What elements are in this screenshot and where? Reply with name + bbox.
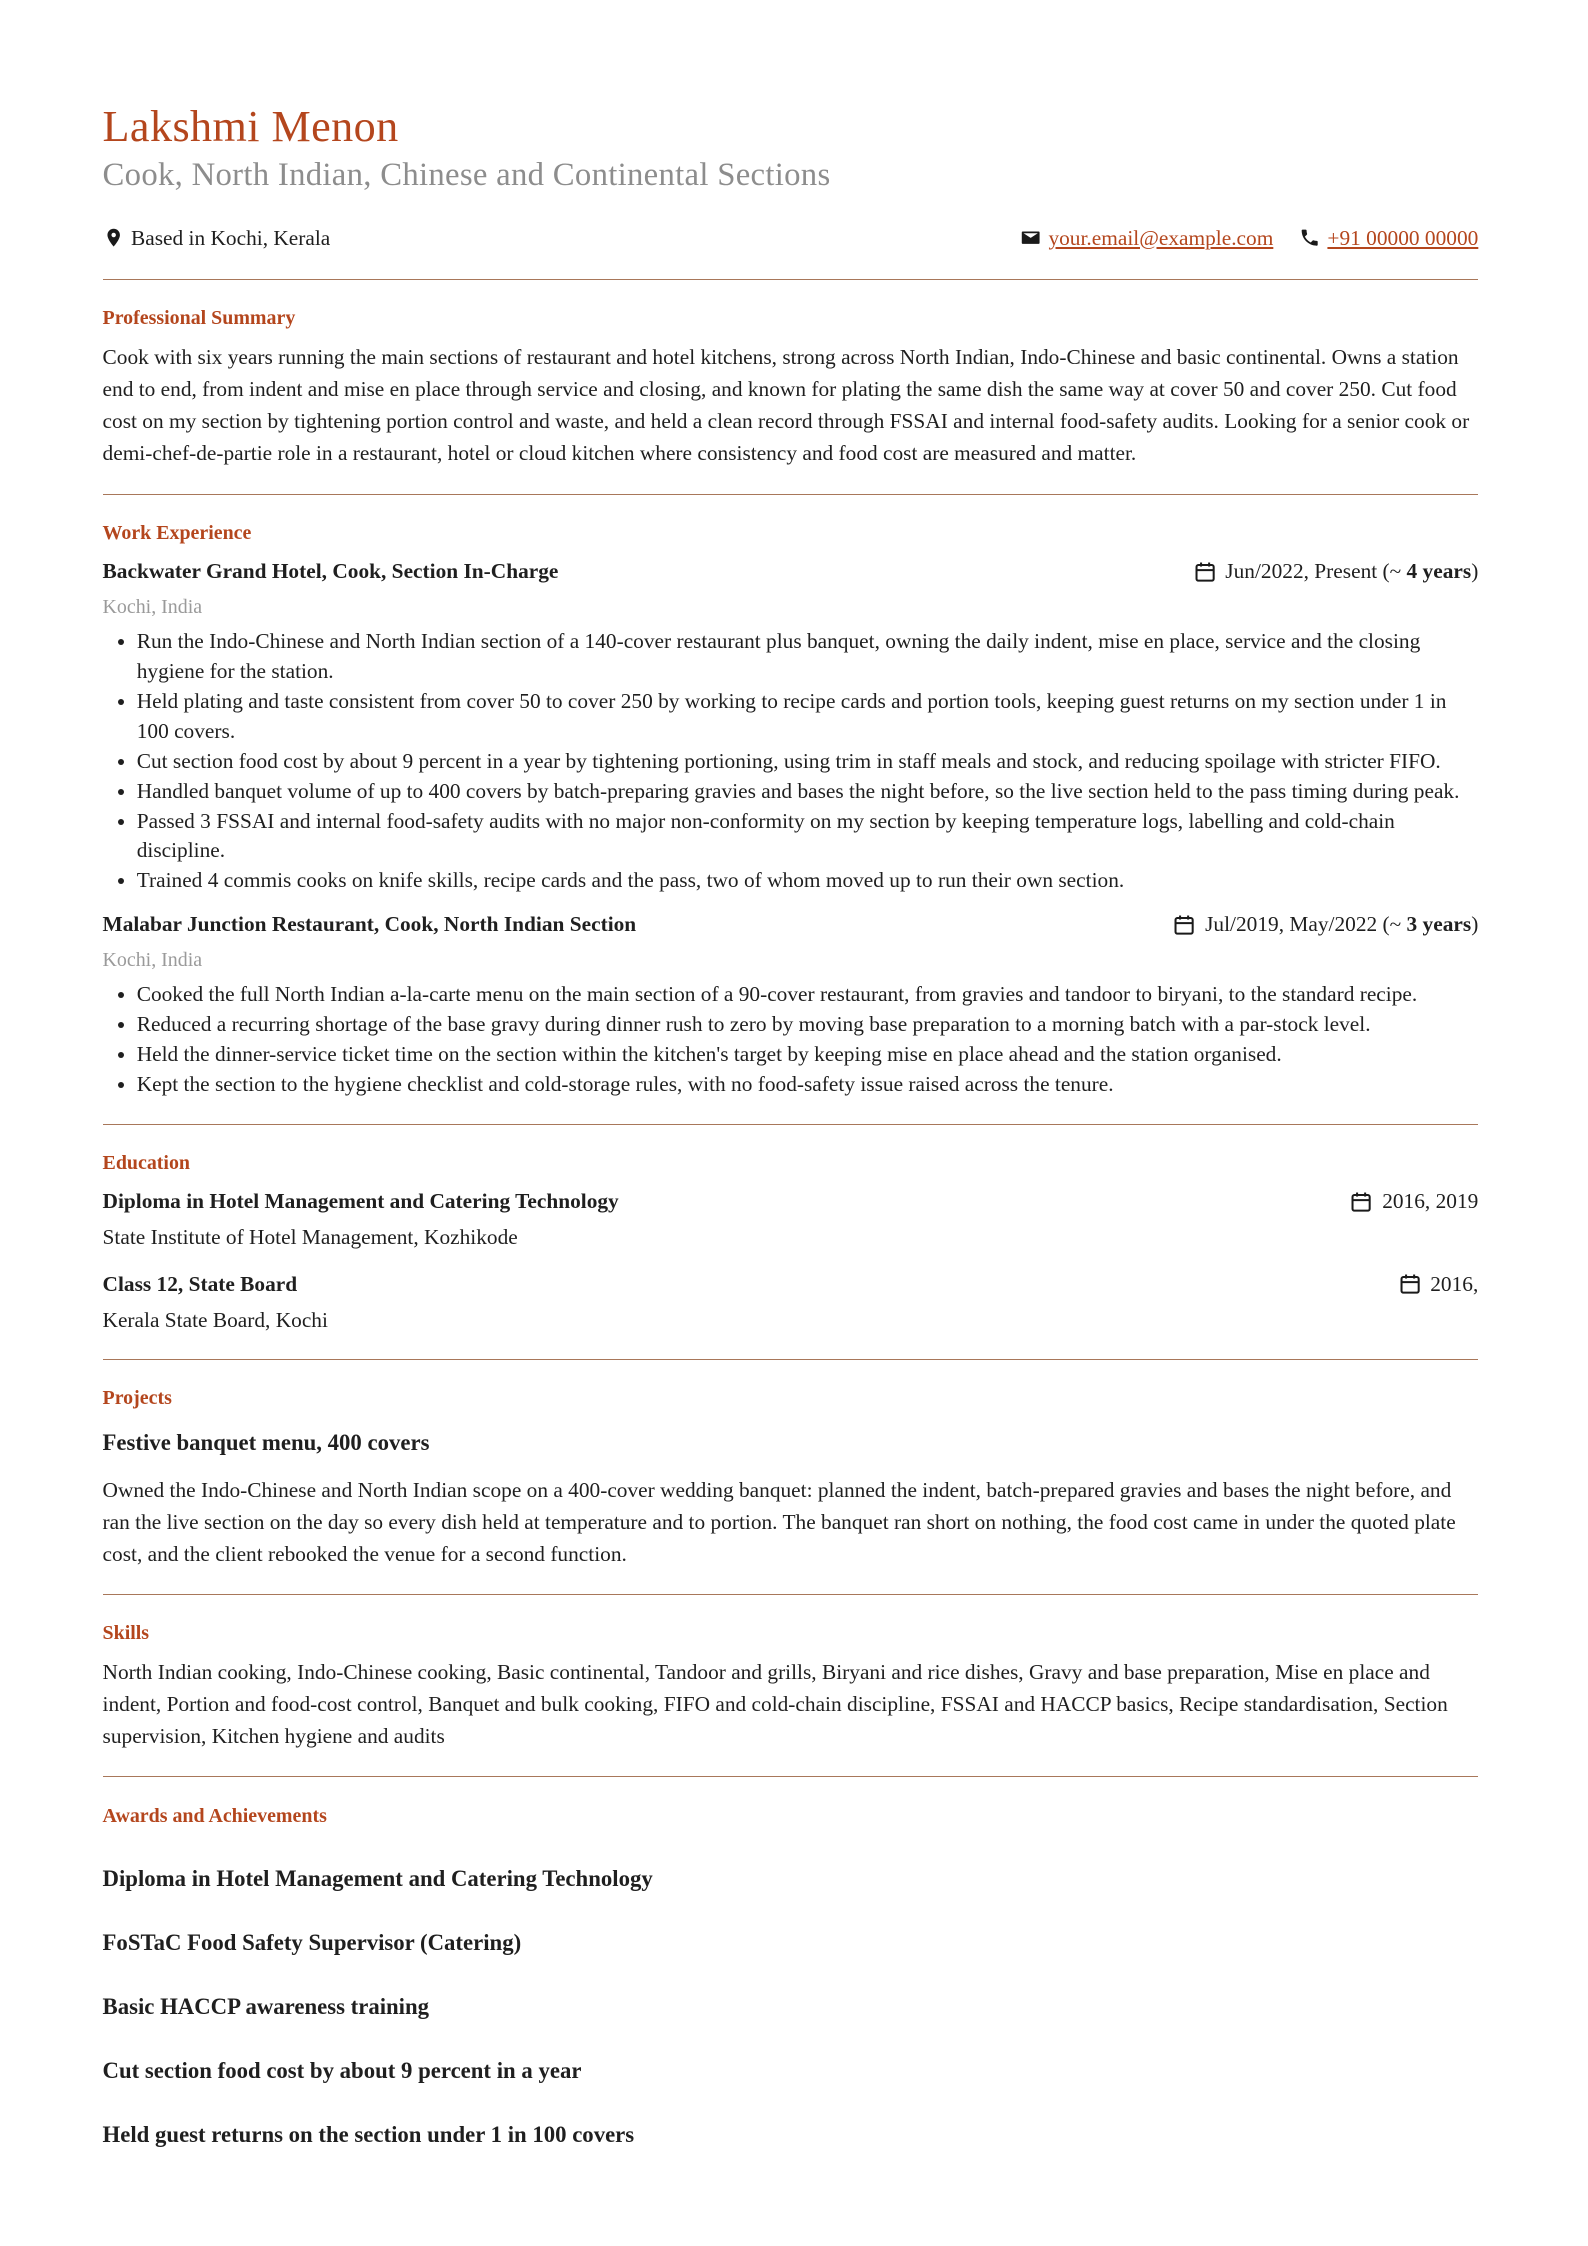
location-text: Based in Kochi, Kerala xyxy=(131,225,331,250)
email-link[interactable]: your.email@example.com xyxy=(1048,225,1274,250)
list-item: • Reduced a recurring shortage of the base gravy during dinner rush to zero by moving base preparation to a morning batch with a par-stock level. xyxy=(137,1010,1479,1040)
summary-section xyxy=(103,280,1479,494)
job-location: Kochi, India xyxy=(102,949,203,972)
email-contact xyxy=(1020,224,1273,252)
calendar-icon xyxy=(1398,1272,1422,1296)
job-bullets xyxy=(103,627,1479,896)
candidate-name: Lakshmi Menon xyxy=(102,101,399,151)
list-item: • Held the dinner-service ticket time on the section within the kitchen's target by keeping mise en place ahead and the station organised. xyxy=(137,1040,1479,1070)
list-item: • Cut section food cost by about 9 percent in a year by tightening portioning, using trim in staff meals and stock, and reducing spoilage with stricter FIFO. xyxy=(137,747,1479,777)
calendar-icon xyxy=(1193,560,1217,584)
job-dates: Jun/2022, Present (~ 4 years) xyxy=(1193,556,1479,587)
list-item: • Cooked the full North Indian a-la-carte menu on the main section of a 90-cover restaurant, from gravies and tandoor to biryani, to the standard recipe. xyxy=(137,980,1479,1010)
award-item: Diploma in Hotel Management and Catering Technology xyxy=(102,1865,653,1891)
section-title: Education xyxy=(102,1152,190,1175)
school-name: State Institute of Hotel Management, Kozhikode xyxy=(102,1225,518,1250)
school-name: Kerala State Board, Kochi xyxy=(102,1307,328,1332)
awards-section xyxy=(103,1777,1479,2174)
summary-text: Cook with six years running the main sections of restaurant and hotel kitchens, strong across North Indian, Indo-Chinese and basic continental. Owns a station end to end, from indent and mise en place through service and closing, and known for plating the same dish the same way at cover 50 and cover 250. Cut food cost on my section by tightening portion control and waste, and held a clean record through FSSAI and internal food-safety audits. Looking for a senior cook or demi-chef-de-partie role in a restaurant, hotel or cloud kitchen where consistency and food cost are measured and matter. xyxy=(102,345,1470,466)
education-dates: 2016, xyxy=(1398,1269,1479,1300)
job-title: Malabar Junction Restaurant, Cook, North Indian Section xyxy=(102,912,637,937)
award-item: Held guest returns on the section under 1 in 100 covers xyxy=(102,2122,635,2148)
degree-title: Diploma in Hotel Management and Catering Technology xyxy=(102,1189,619,1214)
calendar-icon xyxy=(1349,1190,1373,1214)
education-dates: 2016, 2019 xyxy=(1349,1186,1478,1217)
list-item: • Run the Indo-Chinese and North Indian section of a 140-cover restaurant plus banquet, owning the daily indent, mise en place, service and the closing hygiene for the station. xyxy=(137,627,1479,687)
skills-section xyxy=(103,1595,1479,1777)
job-bullets xyxy=(103,980,1479,1100)
award-item: Basic HACCP awareness training xyxy=(102,1994,430,2020)
job-location: Kochi, India xyxy=(102,595,203,618)
list-item: • Passed 3 FSSAI and internal food-safety audits with no major non-conformity on my section by keeping temperature logs, labelling and cold-chain discipline. xyxy=(137,807,1479,867)
section-title: Professional Summary xyxy=(102,307,296,330)
award-item: FoSTaC Food Safety Supervisor (Catering) xyxy=(102,1929,522,1955)
location xyxy=(103,224,331,252)
section-title: Projects xyxy=(102,1386,172,1409)
list-item: • Kept the section to the hygiene checklist and cold-storage rules, with no food-safety issue raised across the tenure. xyxy=(137,1070,1479,1100)
contact-row xyxy=(103,224,1479,252)
phone-icon xyxy=(1299,227,1320,248)
degree-title: Class 12, State Board xyxy=(102,1271,298,1296)
job-entry xyxy=(103,909,1479,1100)
projects-section xyxy=(103,1360,1479,1594)
experience-section xyxy=(103,495,1479,1124)
skills-text: North Indian cooking, Indo-Chinese cooking, Basic continental, Tandoor and grills, Biryani and rice dishes, Gravy and base preparation, Mise en place and indent, Portion and food-cost control, Banquet and bulk cooking, FIFO and cold-chain discipline, FSSAI and HACCP basics, Recipe standardisation, Section supervision, Kitchen hygiene and audits xyxy=(102,1660,1448,1749)
phone-link[interactable]: +91 00000 00000 xyxy=(1327,225,1479,250)
project-description: Owned the Indo-Chinese and North Indian scope on a 400-cover wedding banquet: planned the indent, batch-prepared gravies and bases the night before, and ran the live section on the day so every dish held at temperature and to portion. The banquet ran short on nothing, the food cost came in under the quoted plate cost, and the client rebooked the venue for a second function. xyxy=(102,1477,1456,1566)
section-title: Skills xyxy=(102,1622,150,1645)
section-title: Work Experience xyxy=(102,521,252,544)
education-section xyxy=(103,1125,1479,1359)
envelope-icon xyxy=(1020,227,1041,248)
list-item: • Held plating and taste consistent from cover 50 to cover 250 by working to recipe cards and portion tools, keeping guest returns on my section under 1 in 100 covers. xyxy=(137,687,1479,747)
phone-contact xyxy=(1299,224,1478,252)
education-entry xyxy=(103,1269,1479,1335)
list-item: • Trained 4 commis cooks on knife skills, recipe cards and the pass, two of whom moved up to run their own section. xyxy=(137,866,1479,896)
job-title: Backwater Grand Hotel, Cook, Section In-Charge xyxy=(102,558,559,583)
candidate-headline: Cook, North Indian, Chinese and Continental Sections xyxy=(102,156,831,193)
calendar-icon xyxy=(1172,913,1196,937)
contact-links xyxy=(994,224,1478,252)
list-item: • Handled banquet volume of up to 400 covers by batch-preparing gravies and bases the night before, so the live section held to the pass timing during peak. xyxy=(137,777,1479,807)
award-item: Cut section food cost by about 9 percent in a year xyxy=(102,2058,582,2084)
section-title: Awards and Achievements xyxy=(102,1804,327,1827)
project-title: Festive banquet menu, 400 covers xyxy=(102,1429,430,1455)
job-dates: Jul/2019, May/2022 (~ 3 years) xyxy=(1172,909,1478,940)
education-entry xyxy=(103,1186,1479,1252)
job-entry xyxy=(103,556,1479,896)
map-pin-icon xyxy=(103,227,124,248)
